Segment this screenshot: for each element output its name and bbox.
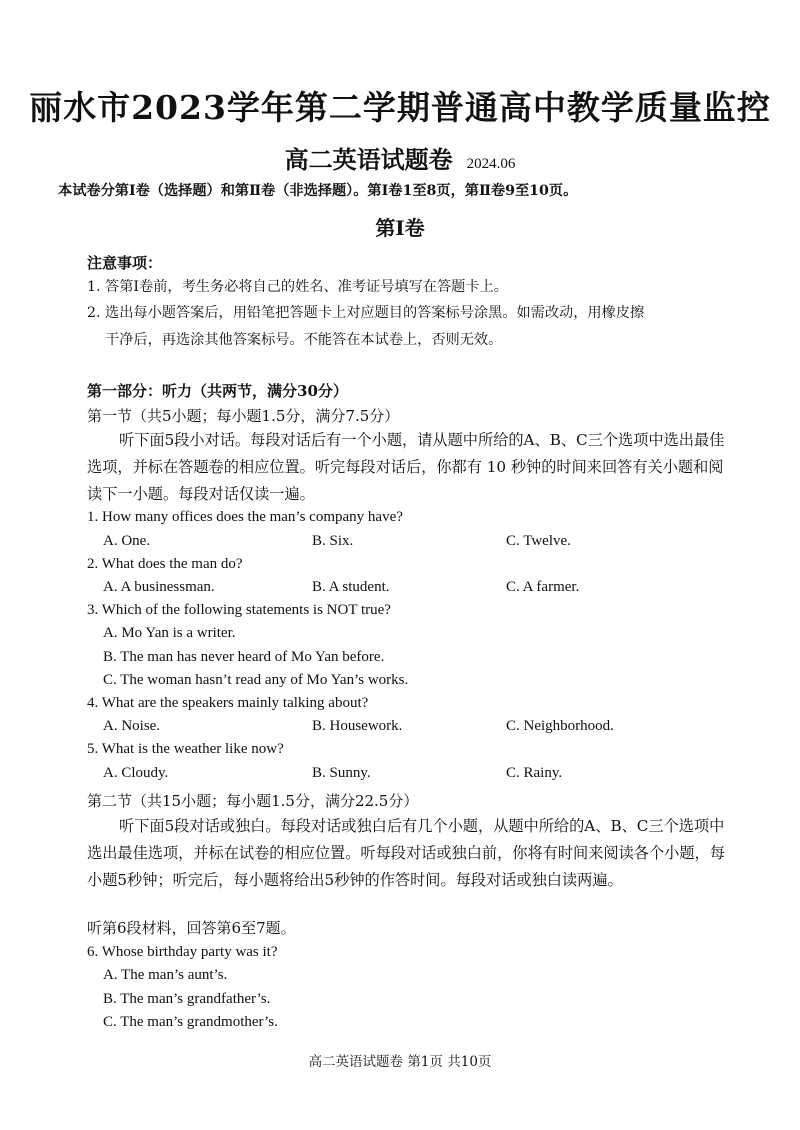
page-title: 丽水市2023学年第二学期普通高中教学质量监控	[29, 88, 771, 127]
question-1-option-a: A. One.	[103, 533, 151, 549]
volume-heading: 第Ⅰ卷	[375, 216, 425, 240]
question-5-stem: 5. What is the weather like now?	[87, 741, 284, 757]
question-5-option-b: B. Sunny.	[312, 765, 371, 781]
exam-date: 2024.06	[466, 156, 516, 172]
note-item-2-continued: 干净后，再选涂其他答案标号。不能答在本试卷上，否则无效。	[105, 332, 503, 348]
page-subtitle	[0, 140, 800, 175]
question-2-option-b: B. A student.	[312, 579, 390, 595]
question-3-option-c: C. The woman hasn’t read any of Mo Yan’s works.	[103, 672, 409, 688]
question-2-option-a: A. A businessman.	[103, 579, 215, 595]
section2-instructions: 听下面5段对话或独白。每段对话或独白后有几个小题，从题中所给的A、B、C三个选项中选出最佳选项，并标在试卷的相应位置。听每段对话或独白前，你将有时间来阅读各个小题，每小题5秒钟；听完后，每小题将给出5秒钟的作答时间。每段对话或独白读两遍。	[87, 817, 725, 889]
section2-heading: 第二节（共15小题；每小题1.5分，满分22.5分）	[87, 792, 419, 810]
page-footer: 高二英语试题卷 第1页 共10页	[308, 1054, 492, 1070]
question-1-option-c: C. Twelve.	[506, 533, 571, 549]
question-4-option-a: A. Noise.	[103, 718, 161, 734]
question-6-option-b: B. The man’s grandfather’s.	[103, 991, 271, 1007]
question-3-stem: 3. Which of the following statements is NOT true?	[87, 602, 391, 618]
question-5-option-a: A. Cloudy.	[103, 765, 169, 781]
question-4-stem: 4. What are the speakers mainly talking about?	[87, 695, 369, 711]
section1-heading: 第一节（共5小题；每小题1.5分，满分7.5分）	[87, 407, 400, 425]
subtitle-text: 高二英语试题卷	[284, 145, 453, 174]
note-item-1: 1. 答第Ⅰ卷前，考生务必将自己的姓名、准考证号填写在答题卡上。	[87, 279, 508, 295]
exam-intro: 本试卷分第Ⅰ卷（选择题）和第Ⅱ卷（非选择题）。第Ⅰ卷1至8页，第Ⅱ卷9至10页。	[58, 183, 578, 199]
question-6-option-c: C. The man’s grandmother’s.	[103, 1014, 278, 1030]
question-4-option-c: C. Neighborhood.	[506, 718, 614, 734]
question-6-stem: 6. Whose birthday party was it?	[87, 944, 278, 960]
note-item-2: 2. 选出每小题答案后，用铅笔把答题卡上对应题目的答案标号涂黑。如需改动，用橡皮擦	[87, 305, 645, 321]
question-3-option-a: A. Mo Yan is a writer.	[103, 625, 236, 641]
question-2-stem: 2. What does the man do?	[87, 556, 243, 572]
section1-instructions: 听下面5段小对话。每段对话后有一个小题，请从题中所给的A、B、C三个选项中选出最佳选项，并标在答题卷的相应位置。听完每段对话后，你都有 10 秒钟的时间来回答有关小题和阅读下一小题。每段对话仅读一遍。	[87, 431, 725, 503]
notes-heading: 注意事项：	[87, 254, 163, 272]
material-6-instruction: 听第6段材料，回答第6至7题。	[87, 919, 296, 937]
part1-heading: 第一部分：听力（共两节，满分30分）	[87, 382, 348, 400]
question-5-option-c: C. Rainy.	[506, 765, 563, 781]
question-1-stem: 1. How many offices does the man’s company have?	[87, 509, 403, 525]
question-1-option-b: B. Six.	[312, 533, 354, 549]
question-3-option-b: B. The man has never heard of Mo Yan before.	[103, 649, 385, 665]
question-6-option-a: A. The man’s aunt’s.	[103, 967, 228, 983]
question-2-option-c: C. A farmer.	[506, 579, 580, 595]
question-4-option-b: B. Housework.	[312, 718, 403, 734]
